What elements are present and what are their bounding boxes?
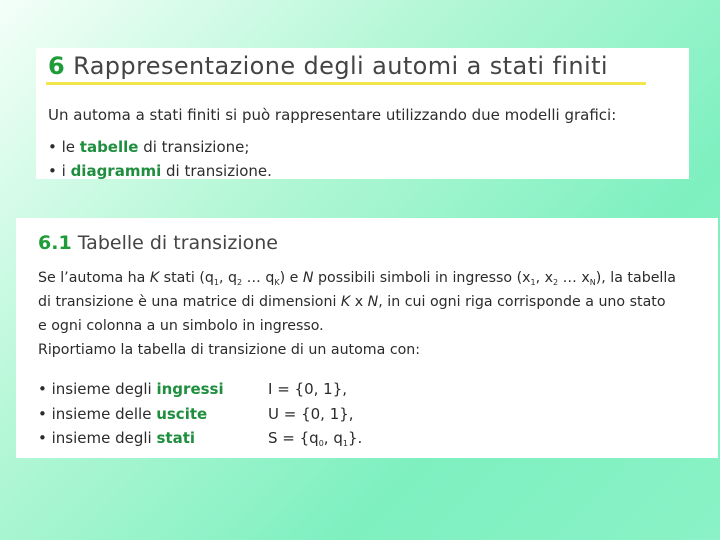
- text: }.: [347, 429, 363, 447]
- section-6-card: [36, 48, 689, 179]
- section-6-1-card: [16, 218, 718, 458]
- text: N: [302, 270, 314, 286]
- text: • insieme degli: [38, 380, 157, 398]
- text: … x: [558, 270, 590, 286]
- text: x: [350, 294, 368, 310]
- list-item-ingressi: [38, 380, 224, 398]
- subscript: 2: [553, 278, 559, 287]
- paragraph-line-3: e ogni colonna a un simbolo in ingresso.: [38, 318, 324, 334]
- section-6-heading: [48, 52, 608, 80]
- text: • insieme delle: [38, 405, 157, 423]
- bullet-highlight: tabelle: [79, 138, 139, 156]
- bullet-tabelle: [48, 138, 249, 156]
- text: … q: [242, 270, 275, 286]
- text: stati (q: [159, 270, 214, 286]
- list-value-ingressi: I = {0, 1},: [268, 380, 348, 398]
- subscript: 1: [530, 278, 536, 287]
- section-number: 6: [48, 52, 66, 80]
- text: , x: [535, 270, 554, 286]
- highlight: uscite: [156, 405, 208, 423]
- bullet-prefix: • le: [48, 138, 80, 156]
- text: S = {q: [268, 429, 319, 447]
- text: ) e: [279, 270, 303, 286]
- text: K: [149, 270, 160, 286]
- highlight: stati: [156, 429, 196, 447]
- text: , in cui ogni riga corrisponde a uno stato: [378, 294, 666, 310]
- subscript: 2: [237, 278, 243, 287]
- list-value-uscite: U = {0, 1},: [268, 405, 354, 423]
- section-6-1-heading: [38, 232, 278, 254]
- bullet-suffix: di transizione;: [138, 138, 250, 156]
- subscript: 1: [342, 439, 348, 448]
- subscript: N: [589, 278, 596, 287]
- bullet-highlight: diagrammi: [70, 162, 162, 179]
- paragraph-line-2: [38, 294, 666, 310]
- text: N: [367, 294, 379, 310]
- text: , q: [323, 429, 343, 447]
- bullet-suffix: di transizione.: [161, 162, 272, 179]
- subscript: 0: [318, 439, 324, 448]
- text: di transizione è una matrice di dimensioni: [38, 294, 341, 310]
- list-value-stati: [268, 429, 362, 448]
- text: K: [340, 294, 351, 310]
- subsection-title: Tabelle di transizione: [77, 232, 278, 254]
- subscript: 1: [213, 278, 219, 287]
- text: possibili simboli in ingresso (x: [313, 270, 531, 286]
- bullet-diagrammi: [48, 162, 272, 179]
- paragraph-line-1: [38, 270, 676, 287]
- bullet-prefix: • i: [48, 162, 71, 179]
- text: Se l’automa ha: [38, 270, 150, 286]
- text: , q: [218, 270, 238, 286]
- heading-underline: [46, 82, 646, 85]
- text: ), la tabella: [595, 270, 677, 286]
- list-item-stati: [38, 429, 195, 447]
- text: • insieme degli: [38, 429, 157, 447]
- list-item-uscite: [38, 405, 207, 423]
- subscript: K: [274, 278, 280, 287]
- highlight: ingressi: [156, 380, 224, 398]
- intro-text: Un automa a stati finiti si può rappresentare utilizzando due modelli grafici:: [48, 106, 617, 124]
- section-title: Rappresentazione degli automi a stati finiti: [73, 52, 608, 80]
- subsection-number: 6.1: [38, 232, 72, 254]
- paragraph-line-4: Riportiamo la tabella di transizione di un automa con:: [38, 342, 421, 358]
